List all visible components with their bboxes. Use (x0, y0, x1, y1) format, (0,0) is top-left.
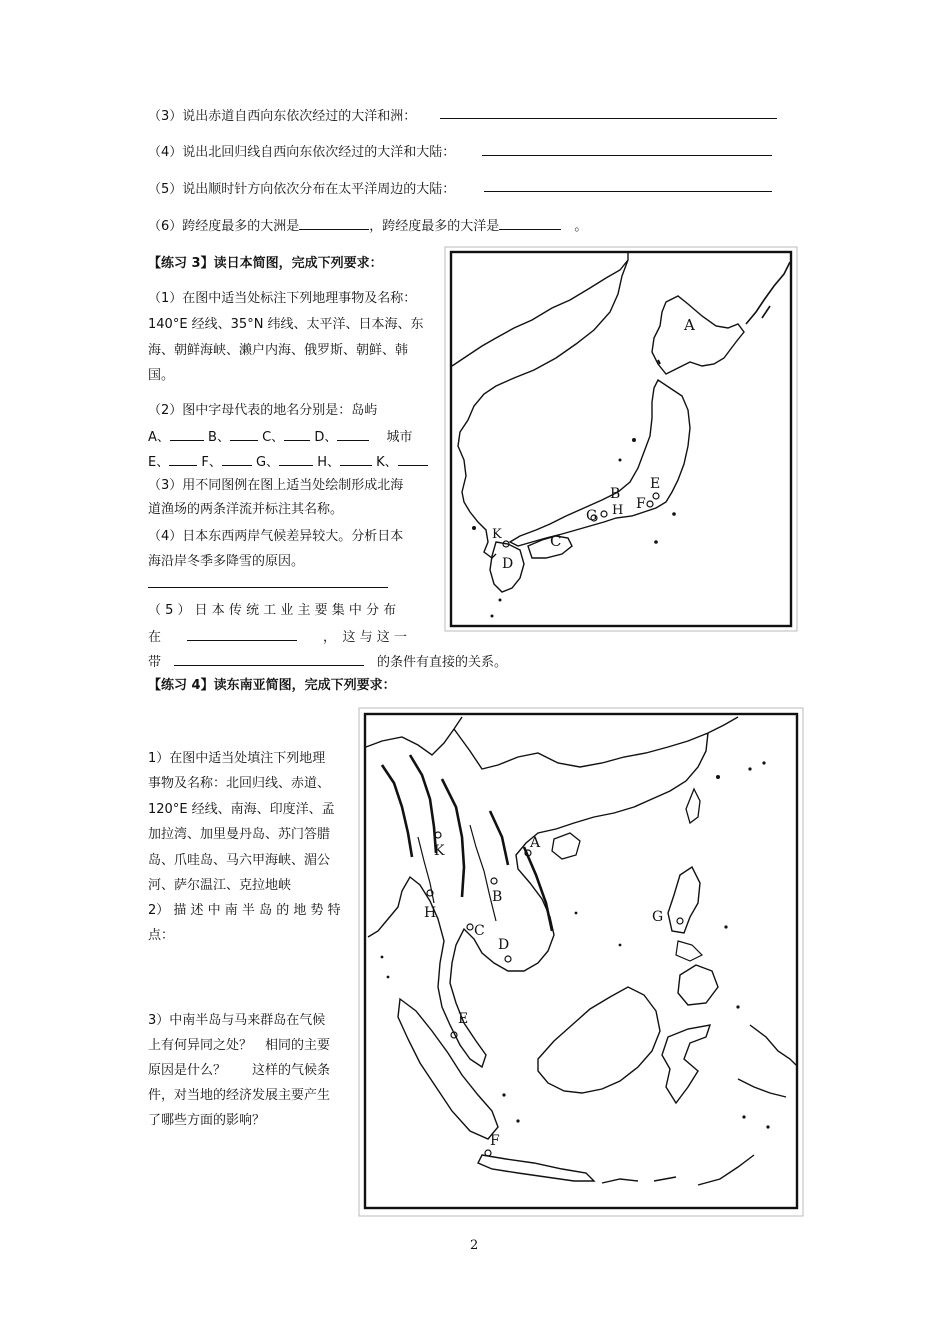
question-3: （3）说出赤道自西向东依次经过的大洋和洲： (148, 109, 417, 124)
question-4: （4）说出北回归线自西向东依次经过的大洋和大陆： (148, 145, 456, 160)
ex4-q1-line: 事物及名称：北回归线、赤道、 (148, 776, 331, 791)
question-6: （6）跨经度最多的大洲是 ，跨经度最多的大洋是 。 (148, 216, 587, 237)
sea-label-f: F (490, 1133, 500, 1149)
answer-blank-continent[interactable] (299, 216, 369, 230)
japan-label-d: D (502, 556, 514, 572)
ex3-item-4-line: 海沿岸冬季多降雪的原因。 (148, 554, 305, 569)
answer-blank-industry-location[interactable] (187, 627, 297, 641)
southeast-asia-map-svg (358, 707, 804, 1217)
sea-label-k: K (434, 843, 445, 859)
ex4-q1-line: 河、萨尔温江、克拉地峡 (148, 878, 292, 893)
answer-blank-island-a[interactable] (170, 427, 204, 441)
japan-label-g: G (586, 508, 598, 524)
answer-blank-island-c[interactable] (284, 427, 310, 441)
answer-blank-city-g[interactable] (279, 452, 313, 466)
ex4-q3-line: 原因是什么？ 这样的气候条 (148, 1063, 331, 1078)
sea-label-b: B (492, 889, 503, 905)
japan-map-svg (444, 246, 798, 632)
ex3-item-5-line: （ 5 ） 日 本 传 统 工 业 主 要 集 中 分 布 (148, 603, 397, 618)
answer-line-4[interactable] (482, 155, 772, 156)
ex3-item-1-line: 国。 (148, 368, 175, 383)
japan-label-e: E (650, 476, 661, 492)
ex3-item-3-line: 道渔场的两条洋流并标注其名称。 (148, 502, 344, 517)
answer-blank-island-d[interactable] (337, 427, 369, 441)
japan-map (444, 246, 798, 632)
japan-label-c: C (550, 532, 562, 550)
japan-label-b: B (610, 486, 621, 502)
ex4-q1-line: 岛、爪哇岛、马六甲海峡、湄公 (148, 853, 331, 868)
answer-blank-city-f[interactable] (222, 452, 252, 466)
sea-label-c: C (474, 923, 485, 939)
ex4-q1-line: 加拉湾、加里曼丹岛、苏门答腊 (148, 827, 331, 842)
japan-label-f: F (636, 496, 646, 512)
ex4-q1-line: 1）在图中适当处填注下列地理 (148, 751, 326, 766)
answer-blank-island-b[interactable] (230, 427, 258, 441)
ex4-q1-line: 120°E 经线、南海、印度洋、孟 (148, 802, 335, 817)
sea-label-g: G (652, 909, 664, 925)
ex3-item-5-line: 在 ， 这 与 这 一 (148, 627, 407, 648)
ex4-q3-line: 件，对当地的经济发展主要产生 (148, 1088, 331, 1103)
japan-label-h: H (612, 503, 624, 518)
answer-line-ex3-4[interactable] (148, 587, 388, 588)
answer-line-5[interactable] (484, 191, 772, 192)
japan-label-k: K (492, 527, 502, 542)
sea-label-d: D (498, 937, 510, 953)
ex4-q2-line: 点： (148, 928, 175, 943)
ex4-q3-line: 3）中南半岛与马来群岛在气候 (148, 1013, 326, 1028)
ex4-q3-line: 上有何异同之处？ 相同的主要 (148, 1038, 331, 1053)
answer-blank-city-k[interactable] (398, 452, 428, 466)
sea-label-e: E (458, 1011, 469, 1027)
answer-line-3[interactable] (440, 118, 777, 119)
ex3-item-1-line: （1）在图中适当处标注下列地理事物及名称： (148, 291, 417, 306)
exercise-3-heading: 【练习 3】读日本简图，完成下列要求： (148, 256, 383, 271)
answer-blank-conditions[interactable] (174, 652, 364, 666)
sea-label-a: A (530, 835, 541, 851)
ex3-item-5-line: 带 的条件有直接的关系。 (148, 652, 507, 673)
sea-label-h: H (424, 905, 437, 921)
answer-blank-city-h[interactable] (340, 452, 372, 466)
question-5: （5）说出顺时针方向依次分布在太平洋周边的大陆： (148, 182, 456, 197)
ex4-q3-line: 了哪些方面的影响？ (148, 1113, 266, 1128)
exercise-4-heading: 【练习 4】读东南亚简图，完成下列要求： (148, 678, 396, 693)
ex3-item-1-line: 海、朝鲜海峡、濑户内海、俄罗斯、朝鲜、韩 (148, 343, 409, 358)
japan-label-a: A (684, 316, 695, 334)
ex3-item-3-line: （3）用不同图例在图上适当处绘制形成北海 (148, 478, 404, 493)
southeast-asia-map (358, 707, 804, 1217)
ex3-item-2-line: （2）图中字母代表的地名分别是：岛屿 (148, 403, 378, 418)
answer-blank-city-e[interactable] (169, 452, 197, 466)
ex3-item-4-line: （4）日本东西两岸气候差异较大。分析日本 (148, 529, 404, 544)
ex3-item-2-islands: A、 B、 C、 D、 城市 (148, 427, 413, 448)
ex3-item-1-line: 140°E 经线、35°N 纬线、太平洋、日本海、东 (148, 317, 424, 332)
ex3-item-2-cities: E、 F、 G、 H、 K、 (148, 452, 428, 473)
page-number: 2 (470, 1238, 479, 1253)
ex4-q2-line: 2） 描 述 中 南 半 岛 的 地 势 特 (148, 903, 341, 918)
answer-blank-ocean[interactable] (499, 216, 561, 230)
